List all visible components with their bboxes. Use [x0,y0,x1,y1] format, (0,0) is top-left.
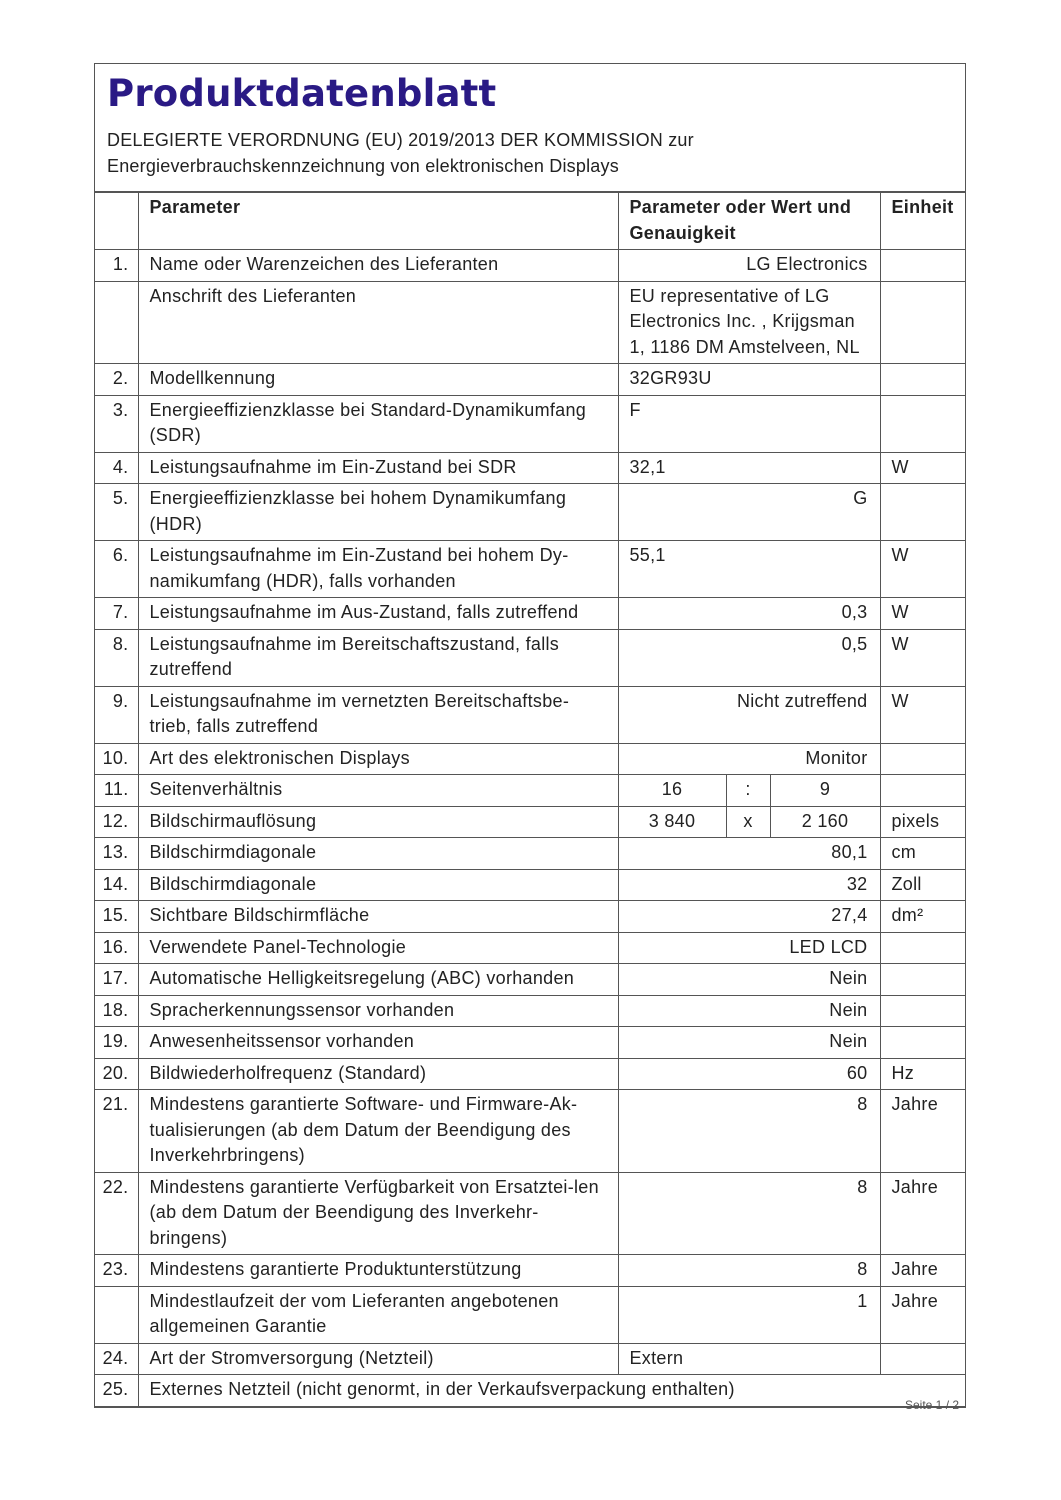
row-unit: W [880,452,966,484]
row-value: LED LCD [618,932,880,964]
row-value: 8 [618,1172,880,1255]
table-row [95,1027,966,1059]
row-number: 22. [95,1172,138,1255]
table-row [95,1375,966,1407]
value-part-2: 9 [770,775,880,807]
row-value: Nein [618,1027,880,1059]
row-unit [880,964,966,996]
row-unit [880,395,966,452]
table-row [95,395,966,452]
table-row [95,364,966,396]
value-separator: x [726,806,770,838]
row-value: EU representative of LG Electronics Inc. , Krijgsman 1, 1186 DM Amstelveen, NL [618,281,880,364]
row-value: Monitor [618,743,880,775]
row-unit: Jahre [880,1090,966,1173]
row-parameter: Sichtbare Bildschirmfläche [138,901,618,933]
row-unit: W [880,541,966,598]
row-number: 17. [95,964,138,996]
row-number: 24. [95,1343,138,1375]
row-value: Nein [618,964,880,996]
row-parameter: Art der Stromversorgung (Netzteil) [138,1343,618,1375]
table-row [95,629,966,686]
row-unit [880,775,966,807]
row-value: Nicht zutreffend [618,686,880,743]
row-parameter: Mindestens garantierte Produktunterstützung [138,1255,618,1287]
table-row [95,1255,966,1287]
row-parameter: Mindestens garantierte Verfügbarkeit von Ersatztei-len (ab dem Datum der Beendigung des Inverkehr-bringens) [138,1172,618,1255]
row-number [95,281,138,364]
row-value: LG Electronics [618,250,880,282]
row-number: 12. [95,806,138,838]
row-number: 2. [95,364,138,396]
row-number: 11. [95,775,138,807]
row-parameter: Verwendete Panel-Technologie [138,932,618,964]
row-unit: W [880,598,966,630]
table-row [95,775,966,807]
subtitle-line-2: Energieverbrauchskennzeichnung von elektronischen Displays [107,156,619,176]
row-number: 23. [95,1255,138,1287]
row-number: 14. [95,869,138,901]
row-parameter: Externes Netzteil (nicht genormt, in der Verkaufsverpackung enthalten) [138,1375,966,1407]
row-number: 7. [95,598,138,630]
row-parameter: Energieeffizienzklasse bei Standard-Dynamikumfang (SDR) [138,395,618,452]
header-unit: Einheit [880,193,966,250]
row-value: 32GR93U [618,364,880,396]
row-number: 18. [95,995,138,1027]
row-parameter: Bildschirmauflösung [138,806,618,838]
row-parameter: Bildschirmdiagonale [138,838,618,870]
row-unit: W [880,686,966,743]
row-unit [880,995,966,1027]
table-row [95,1286,966,1343]
row-parameter: Art des elektronischen Displays [138,743,618,775]
row-parameter: Bildwiederholfrequenz (Standard) [138,1058,618,1090]
row-parameter: Bildschirmdiagonale [138,869,618,901]
row-parameter: Spracherkennungssensor vorhanden [138,995,618,1027]
row-number: 5. [95,484,138,541]
row-parameter: Leistungsaufnahme im Aus-Zustand, falls zutreffend [138,598,618,630]
row-unit: dm² [880,901,966,933]
row-number: 25. [95,1375,138,1407]
table-row [95,869,966,901]
row-value: 32 [618,869,880,901]
row-number: 16. [95,932,138,964]
table-row [95,838,966,870]
row-unit [880,364,966,396]
row-value: F [618,395,880,452]
row-number: 8. [95,629,138,686]
row-number: 13. [95,838,138,870]
row-value: 27,4 [618,901,880,933]
row-unit: cm [880,838,966,870]
table-row [95,1058,966,1090]
row-parameter: Energieeffizienzklasse bei hohem Dynamikumfang (HDR) [138,484,618,541]
row-unit: Jahre [880,1286,966,1343]
row-unit [880,281,966,364]
row-unit: W [880,629,966,686]
row-number: 1. [95,250,138,282]
row-parameter: Name oder Warenzeichen des Lieferanten [138,250,618,282]
value-separator: : [726,775,770,807]
row-unit: pixels [880,806,966,838]
row-number: 15. [95,901,138,933]
row-unit [880,1027,966,1059]
row-number: 3. [95,395,138,452]
row-value: 60 [618,1058,880,1090]
table-row [95,686,966,743]
row-parameter: Mindestlaufzeit der vom Lieferanten angebotenen allgemeinen Garantie [138,1286,618,1343]
header-parameter: Parameter [138,193,618,250]
row-unit: Jahre [880,1172,966,1255]
row-value: G [618,484,880,541]
row-unit: Zoll [880,869,966,901]
row-number: 20. [95,1058,138,1090]
value-part-1: 3 840 [618,806,726,838]
row-unit [880,250,966,282]
row-number: 21. [95,1090,138,1173]
row-value: 32,1 [618,452,880,484]
table-row [95,1343,966,1375]
table-row [95,281,966,364]
row-value: 0,5 [618,629,880,686]
row-parameter: Leistungsaufnahme im Bereitschaftszustand, falls zutreffend [138,629,618,686]
row-number: 9. [95,686,138,743]
page-title: Produktdatenblatt [107,72,497,115]
header-value: Parameter oder Wert und Genauigkeit [618,193,880,250]
row-value: 8 [618,1255,880,1287]
table-row [95,901,966,933]
regulation-subtitle [107,127,965,179]
sheet-header [95,64,965,192]
row-unit [880,932,966,964]
row-parameter: Leistungsaufnahme im Ein-Zustand bei SDR [138,452,618,484]
row-number: 10. [95,743,138,775]
table-row [95,964,966,996]
row-value: 8 [618,1090,880,1173]
table-row [95,743,966,775]
product-data-sheet [94,63,966,1408]
row-value: Nein [618,995,880,1027]
row-unit [880,1343,966,1375]
row-parameter: Mindestens garantierte Software- und Firmware-Ak-tualisierungen (ab dem Datum der Beendigung des Inverkehrbringens) [138,1090,618,1173]
table-row [95,995,966,1027]
row-number: 4. [95,452,138,484]
table-row [95,1172,966,1255]
table-row [95,452,966,484]
row-number [95,1286,138,1343]
page-number: Seite 1 / 2 [905,1398,960,1412]
row-unit [880,743,966,775]
row-value: 0,3 [618,598,880,630]
row-value: 55,1 [618,541,880,598]
row-value: 1 [618,1286,880,1343]
value-part-2: 2 160 [770,806,880,838]
row-parameter: Leistungsaufnahme im vernetzten Bereitschaftsbe-trieb, falls zutreffend [138,686,618,743]
row-value: 80,1 [618,838,880,870]
table-row [95,250,966,282]
table-row [95,1090,966,1173]
subtitle-line-1: DELEGIERTE VERORDNUNG (EU) 2019/2013 DER KOMMISSION zur [107,130,694,150]
parameter-table [95,192,966,1407]
row-value: Extern [618,1343,880,1375]
table-row [95,806,966,838]
row-parameter: Leistungsaufnahme im Ein-Zustand bei hohem Dy-namikumfang (HDR), falls vorhanden [138,541,618,598]
row-parameter: Automatische Helligkeitsregelung (ABC) vorhanden [138,964,618,996]
table-row [95,541,966,598]
row-parameter: Seitenverhältnis [138,775,618,807]
row-parameter: Anschrift des Lieferanten [138,281,618,364]
row-unit: Jahre [880,1255,966,1287]
header-num-cell [95,193,138,250]
table-row [95,484,966,541]
value-part-1: 16 [618,775,726,807]
row-unit: Hz [880,1058,966,1090]
row-parameter: Anwesenheitssensor vorhanden [138,1027,618,1059]
table-header-row [95,193,966,250]
row-unit [880,484,966,541]
row-number: 19. [95,1027,138,1059]
table-row [95,598,966,630]
table-row [95,932,966,964]
row-parameter: Modellkennung [138,364,618,396]
row-number: 6. [95,541,138,598]
